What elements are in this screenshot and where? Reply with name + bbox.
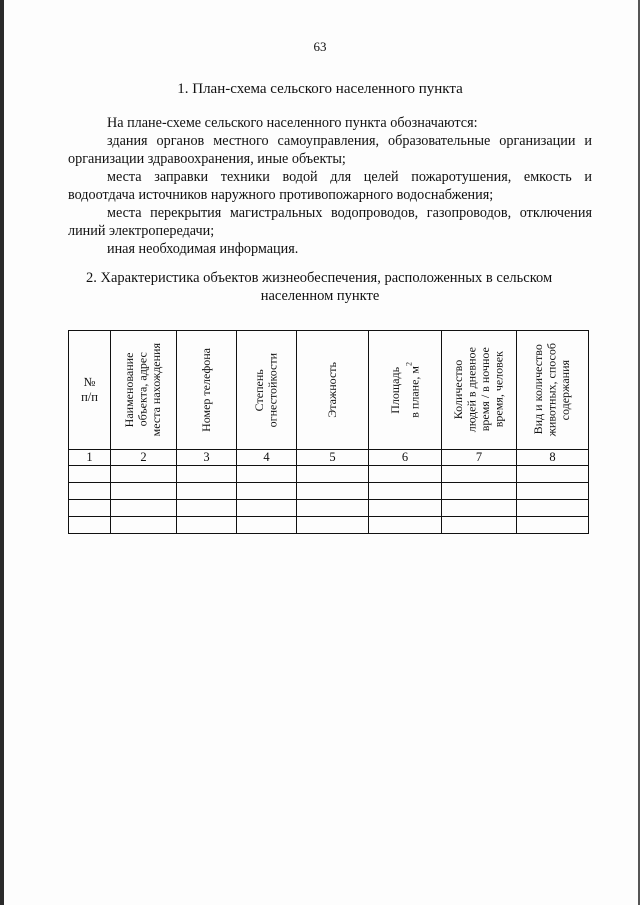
header-number-abbr: п/п — [81, 390, 98, 404]
header-cell-people — [442, 331, 517, 450]
table-header-row — [69, 331, 589, 450]
section2-heading-line2: населенном пункте — [260, 288, 380, 304]
header-people-line3: время / в ночное — [478, 347, 492, 433]
table-cell — [111, 483, 177, 500]
table-cell — [369, 500, 442, 517]
column-number: 6 — [369, 450, 442, 466]
header-phone-line1: Номер телефона — [198, 348, 213, 432]
header-name-line2: объекта, адрес — [135, 352, 150, 428]
header-cell-floors — [297, 331, 369, 450]
header-fire-line2: огнестойкости — [265, 352, 280, 428]
header-animals-line2: животных, способ — [544, 343, 559, 437]
list-item-2-line2: водоотдача источников наружного противопожарного водоснабжения; — [68, 187, 494, 203]
list-item-1-line2: организации здравоохранения, иные объекты; — [68, 151, 346, 167]
header-animals-line3: содержания — [558, 359, 573, 421]
column-number: 1 — [69, 450, 111, 466]
section1-heading: 1. План-схема сельского населенного пункта — [177, 81, 463, 97]
table-cell — [177, 517, 237, 534]
header-name-line1: Наименование — [122, 352, 137, 428]
table-row — [69, 517, 589, 534]
header-area-superscript: 2 — [404, 362, 413, 367]
table-cell — [297, 517, 369, 534]
header-cell-name — [111, 331, 177, 450]
table-cell — [111, 517, 177, 534]
column-number: 4 — [237, 450, 297, 466]
scan-left-edge — [0, 0, 4, 905]
table-cell — [442, 517, 517, 534]
table-cell — [237, 483, 297, 500]
table-cell — [69, 500, 111, 517]
table-cell — [297, 500, 369, 517]
header-cell-number — [69, 331, 111, 450]
page-number: 63 — [313, 39, 327, 54]
table-cell — [237, 500, 297, 517]
header-people-line1: Количество — [451, 360, 465, 420]
table-cell — [442, 500, 517, 517]
table-cell — [177, 483, 237, 500]
list-item-3-line1: места перекрытия магистральных водопроводов, газопроводов, отключения — [107, 205, 592, 221]
table-cell — [111, 466, 177, 483]
header-people-line2: людей в дневное — [464, 347, 479, 433]
objects-table — [68, 330, 589, 534]
header-area-line1: Площадь — [387, 366, 402, 414]
table-numbering-row — [69, 450, 589, 466]
list-item-4: иная необходимая информация. — [107, 241, 299, 257]
section2-heading-line1: 2. Характеристика объектов жизнеобеспечения, расположенных в сельском — [86, 270, 553, 286]
header-name-line3: места нахождения — [149, 343, 164, 437]
column-number: 8 — [517, 450, 589, 466]
table-cell — [517, 466, 589, 483]
header-area-unit: в плане, м — [407, 366, 421, 418]
table-cell — [69, 466, 111, 483]
table-row — [69, 500, 589, 517]
table-cell — [369, 483, 442, 500]
header-cell-animals — [517, 331, 589, 450]
table-cell — [517, 517, 589, 534]
column-number: 5 — [297, 450, 369, 466]
table-cell — [237, 466, 297, 483]
table-cell — [177, 466, 237, 483]
table-cell — [237, 517, 297, 534]
column-number: 3 — [177, 450, 237, 466]
section1-intro: На плане-схеме сельского населенного пункта обозначаются: — [107, 115, 478, 131]
column-number: 7 — [442, 450, 517, 466]
header-area-line2 — [402, 362, 422, 418]
table-cell — [69, 483, 111, 500]
table-cell — [369, 517, 442, 534]
table-cell — [442, 483, 517, 500]
list-item-2-line1: места заправки техники водой для целей пожаротушения, емкость и — [107, 169, 592, 185]
table-cell — [369, 466, 442, 483]
table-cell — [517, 500, 589, 517]
table-cell — [517, 483, 589, 500]
header-cell-fire-resistance — [237, 331, 297, 450]
table-row — [69, 466, 589, 483]
table-cell — [177, 500, 237, 517]
header-fire-line1: Степень — [252, 368, 266, 412]
header-cell-phone — [177, 331, 237, 450]
table-cell — [111, 500, 177, 517]
header-animals-line1: Вид и количество — [531, 344, 546, 436]
header-number-sign: № — [83, 375, 96, 389]
header-cell-area — [369, 331, 442, 450]
table-cell — [69, 517, 111, 534]
list-item-3-line2: линий электропередачи; — [68, 223, 215, 239]
list-item-1-line1: здания органов местного самоуправления, образовательные организации и — [107, 133, 592, 149]
table-cell — [297, 483, 369, 500]
table-cell — [297, 466, 369, 483]
column-number: 2 — [111, 450, 177, 466]
table-cell — [442, 466, 517, 483]
header-floors-line1: Этажность — [324, 362, 339, 418]
table-row — [69, 483, 589, 500]
header-people-line4: время, человек — [491, 351, 506, 429]
